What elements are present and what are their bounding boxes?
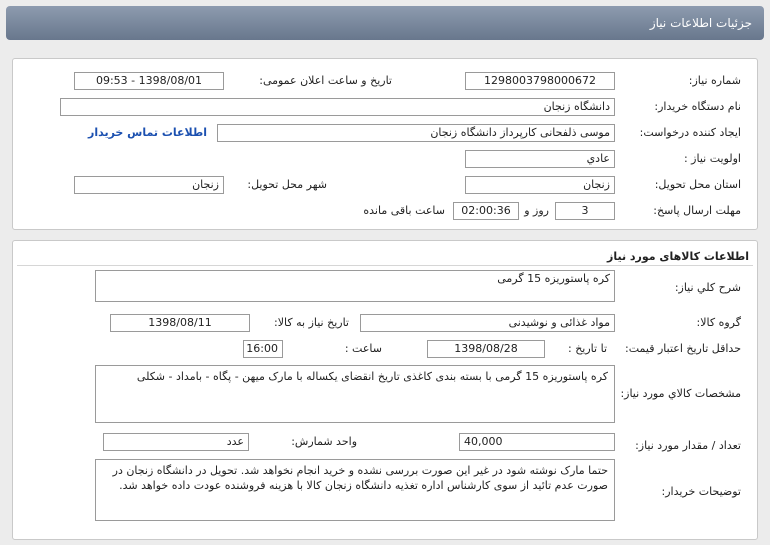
goods-spec-label: مشخصات کالاي مورد نیاز: [620,387,741,400]
announce-datetime-field[interactable]: 1398/08/01 - 09:53 [74,72,224,90]
deadline-days-field[interactable]: 3 [555,202,615,220]
goods-group-field[interactable]: مواد غذائی و نوشیدنی [360,314,615,332]
days-word: روز و [524,204,549,217]
unit-label: واحد شمارش: [291,435,357,448]
summary-field[interactable]: کره پاستوریزه 15 گرمی [95,270,615,302]
buyer-notes-field[interactable]: حتما مارک نوشته شود در غیر این صورت بررسی نشده و خرید انجام نخواهد شد. تحویل در دانشگاه زنجان در صورت عدم تائید از سوی کارشناس اداره تغذیه دانشگاه زنجان کالا با هزینه فروشنده عودت داده خواهد شد. [95,459,615,521]
need-date-label: تاریخ نیاز به کالا: [274,316,349,329]
creator-field[interactable]: موسی ذلفحانی کارپرداز دانشگاه زنجان [217,124,615,142]
need-date-field[interactable]: 1398/08/11 [110,314,250,332]
price-validity-label: حداقل تاریخ اعتبار قیمت: [625,342,741,355]
buyer-org-label: نام دستگاه خریدار: [654,100,741,113]
goods-group-label: گروه کالا: [696,316,741,329]
deadline-time-field[interactable]: 02:00:36 [453,202,519,220]
remaining-word: ساعت باقی مانده [363,204,445,217]
buyer-contact-link[interactable]: اطلاعات تماس خریدار [87,126,207,139]
buyer-notes-label: توضیحات خریدار: [661,485,741,498]
validity-time-field[interactable]: 16:00 [243,340,283,358]
summary-label: شرح کلي نیاز: [674,281,741,294]
goods-spec-field[interactable]: کره پاستوریزه 15 گرمی با بسته بندی کاغذی تاریخ انقضای یکساله با مارک میهن - پگاه - بامداد - شکلی [95,365,615,423]
request-number-field[interactable]: 1298003798000672 [465,72,615,90]
validity-date-field[interactable]: 1398/08/28 [427,340,545,358]
delivery-province-field[interactable]: زنجان [465,176,615,194]
page-header [6,6,764,40]
unit-field[interactable]: عدد [103,433,249,451]
creator-label: ایجاد کننده درخواست: [639,126,741,139]
request-number-label: شماره نیاز: [688,74,741,87]
page-title: جزئیات اطلاعات نیاز [649,16,752,30]
buyer-org-field[interactable]: دانشگاه زنجان [60,98,615,116]
section-divider [17,265,753,266]
priority-label: اولویت نیاز : [683,152,741,165]
goods-section-title: اطلاعات کالاهای مورد نیاز [607,250,749,263]
request-info-panel [12,58,758,230]
validity-time-label: ساعت : [344,342,382,355]
delivery-city-field[interactable]: زنجان [74,176,224,194]
until-date-label: تا تاریخ : [568,342,607,355]
announce-datetime-label: تاریخ و ساعت اعلان عمومی: [259,74,392,87]
response-deadline-label: مهلت ارسال پاسخ: [653,204,741,217]
quantity-field[interactable]: 40,000 [459,433,615,451]
delivery-city-label: شهر محل تحویل: [247,178,327,191]
goods-info-panel [12,240,758,540]
quantity-label: تعداد / مقدار مورد نیاز: [635,439,741,452]
delivery-province-label: استان محل تحویل: [654,178,741,191]
priority-field[interactable]: عادي [465,150,615,168]
